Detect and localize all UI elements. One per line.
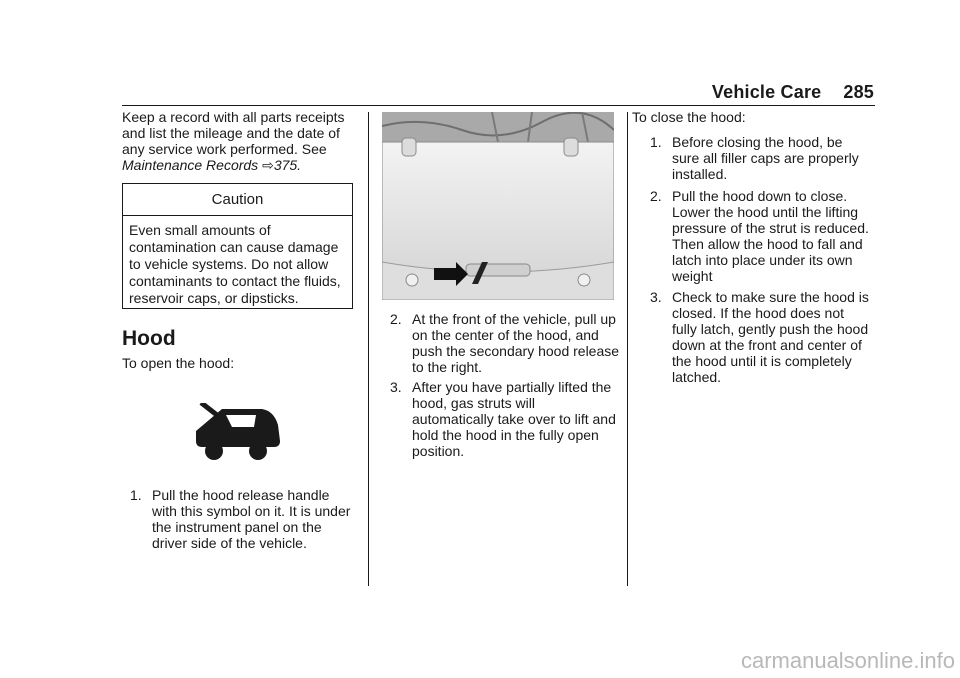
step-number: 1. (130, 487, 142, 503)
header-rule (122, 105, 875, 106)
step-number: 3. (390, 379, 402, 395)
see-reference-page: 375 (273, 157, 298, 173)
intro-paragraph (122, 109, 362, 173)
close-step-2 (650, 188, 872, 284)
close-step-3 (650, 289, 872, 385)
step-text: Pull the hood release handle with this symbol on it. It is under the instrument panel on the driver side of the vehicle. (152, 487, 351, 551)
step-text: At the front of the vehicle, pull up on the center of the hood, and push the secondary hood release to the right. (412, 311, 620, 375)
see-reference-title: Maintenance Records (122, 157, 259, 173)
step-text: Check to make sure the hood is closed. If the hood does not fully latch, gently push the hood down at the front and center of the hood until it is completely latched. (672, 289, 869, 385)
close-instructions: To close the hood: (632, 109, 746, 125)
step-number: 3. (650, 289, 662, 305)
step-text: After you have partially lifted the hood, gas struts will automatically take over to lift and hold the hood in the fully open position. (412, 379, 616, 459)
open-step-3 (390, 379, 620, 459)
reference-arrow-icon: ⇨ (262, 157, 274, 173)
caution-box (122, 183, 353, 309)
column-divider-1 (368, 112, 369, 586)
caution-text: Even small amounts of contamination can cause damage to vehicle systems. Do not allow contaminants to contact the fluids, reservoir caps, or dipsticks. (129, 222, 341, 306)
close-step-1 (650, 134, 872, 182)
hood-heading: Hood (122, 327, 176, 350)
hood-release-photo (382, 112, 614, 300)
section-title: Vehicle Care (711, 82, 822, 102)
hood-release-icon (192, 403, 284, 463)
column-divider-2 (627, 112, 628, 586)
page-header (660, 82, 874, 103)
step-text: Before closing the hood, be sure all filler caps are properly installed. (672, 134, 859, 182)
open-instructions: To open the hood: (122, 355, 235, 371)
watermark: carmanualsonline.info (740, 648, 955, 673)
step-number: 2. (650, 188, 662, 204)
page-number: 285 (843, 82, 874, 102)
see-reference-link[interactable]: Maintenance Records ⇨375. (122, 157, 302, 173)
caution-title: Caution (123, 184, 352, 216)
step-number: 2. (390, 311, 402, 327)
open-step-2 (390, 311, 620, 375)
open-step-1 (130, 487, 356, 551)
step-number: 1. (650, 134, 662, 150)
intro-text: Keep a record with all parts receipts and list the mileage and the date of any service work performed. See (122, 109, 345, 157)
step-text: Pull the hood down to close. Lower the hood until the lifting pressure of the strut is reduced. Then allow the hood to fall and latch into place under its own weight (672, 188, 869, 284)
